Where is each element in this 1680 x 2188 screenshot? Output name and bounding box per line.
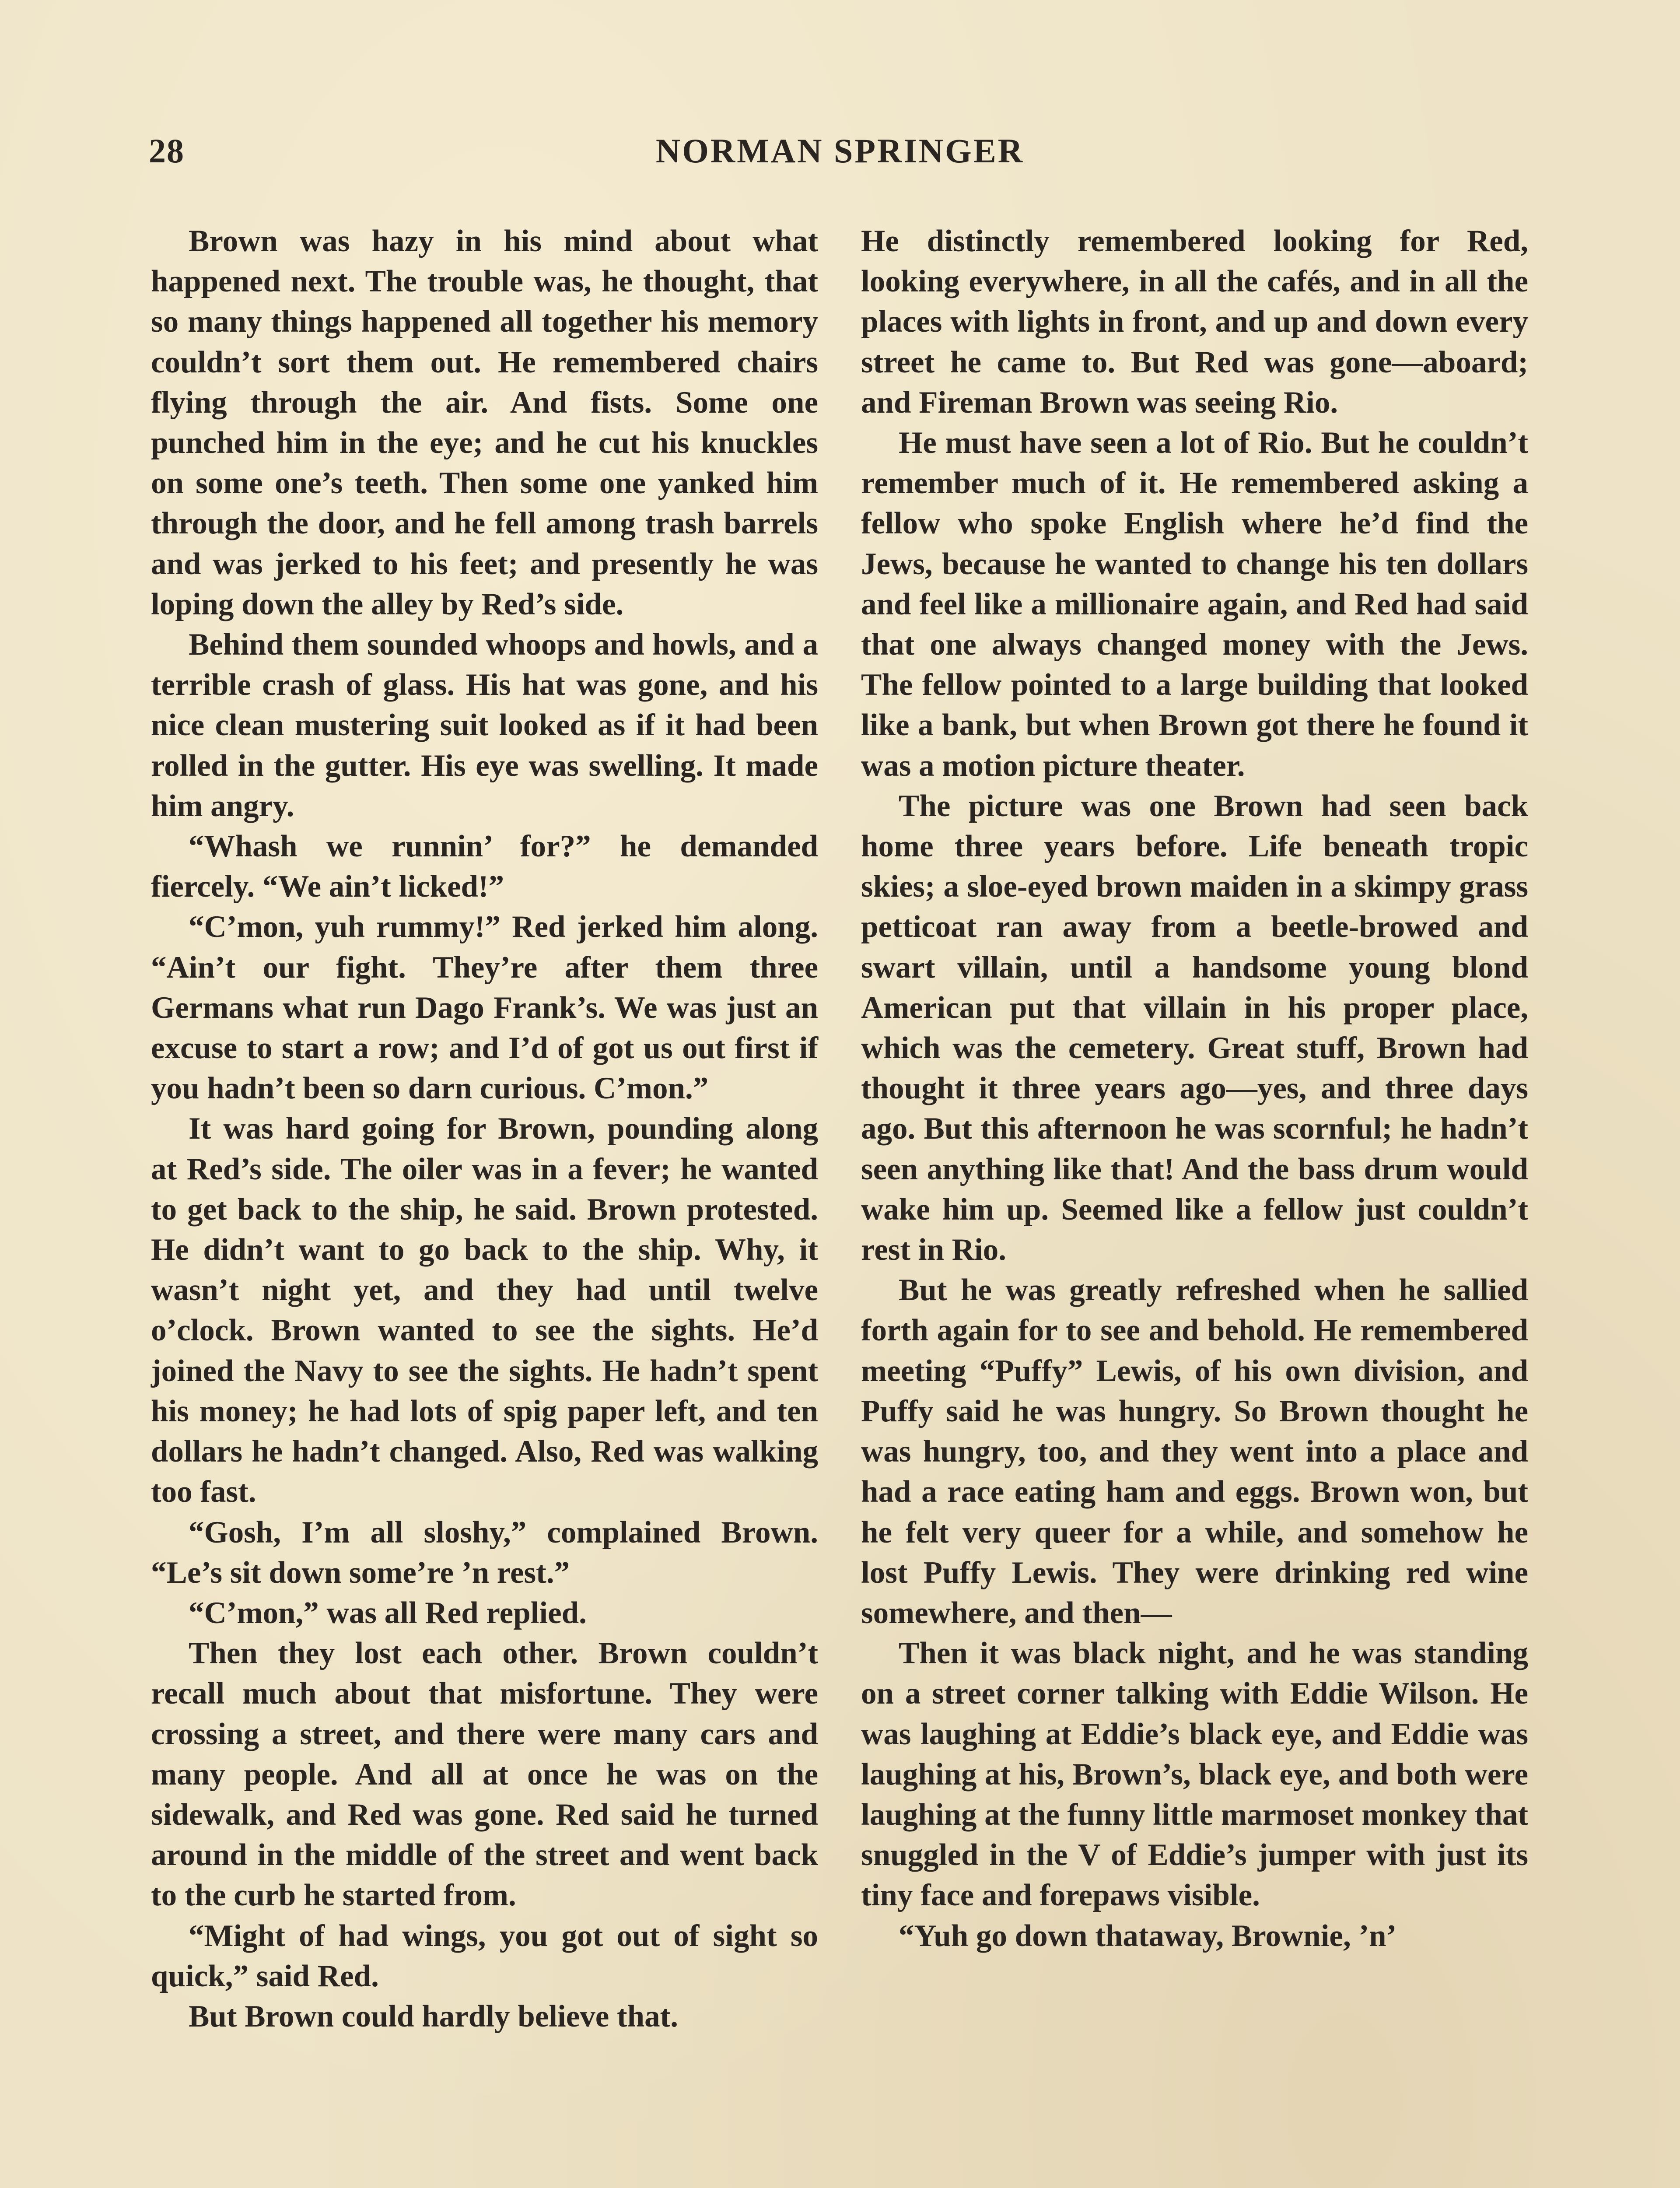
page-header bbox=[149, 131, 1531, 179]
paragraph: “C’mon,” was all Red replied. bbox=[189, 1595, 587, 1630]
paragraph: “Yuh go down thataway, Brownie, ’n’ bbox=[899, 1918, 1397, 1953]
running-head-author: NORMAN SPRINGER bbox=[655, 132, 1025, 170]
paragraph: But he was greatly refreshed when he sallied forth again for to see and behold. He remembered meeting “Puffy” Lewis, of his own division, and Puffy said he was hungry. So Brown thought he was hungry, too, and they went into a place and had a race eating ham and eggs. Brown won, but he felt very queer for a while, and somehow he lost Puffy Lewis. They were drinking red wine somewhere, and then— bbox=[861, 1273, 1528, 1630]
paragraph: “Might of had wings, you got out of sight so quick,” said Red. bbox=[151, 1918, 818, 1993]
paragraph-continuation: He distinctly remembered looking for Red, looking everywhere, in all the cafés, and in all the places with lights in front, and up and down every street he came to. But Red was gone—aboard; and Fireman Brown was seeing Rio. bbox=[861, 224, 1528, 420]
page-number: 28 bbox=[149, 132, 185, 170]
paragraph: Then it was black night, and he was standing on a street corner talking with Eddie Wilson. He was laughing at Eddie’s black eye, and Eddie was laughing at his, Brown’s, black eye, and both were laughing at the funny little marmoset monkey that snuggled in the V of Eddie’s jumper with just its tiny face and forepaws visible. bbox=[861, 1636, 1528, 1913]
paragraph: He must have seen a lot of Rio. But he couldn’t remember much of it. He remembered asking a fellow who spoke English where he’d find the Jews, because he wanted to change his ten dollars and feel like a millionaire again, and Red had said that one always changed money with the Jews. The fellow pointed to a large building that looked like a bank, but when Brown got there he found it was a motion picture theater. bbox=[861, 426, 1528, 783]
paragraph: Behind them sounded whoops and howls, and a terrible crash of glass. His hat was gone, and his nice clean mustering suit looked as if it had been rolled in the gutter. His eye was swelling. It made him angry. bbox=[151, 628, 818, 823]
right-text-column bbox=[861, 221, 1528, 1956]
paragraph: The picture was one Brown had seen back home three years before. Life beneath tropic skies; a sloe-eyed brown maiden in a skimpy grass petticoat ran away from a beetle-browed and swart villain, until a handsome young blond American put that villain in his proper place, which was the cemetery. Great stuff, Brown had thought it three years ago—yes, and three days ago. But this afternoon he was scornful; he hadn’t seen anything like that! And the bass drum would wake him up. Seemed like a fellow just couldn’t rest in Rio. bbox=[861, 789, 1528, 1267]
paragraph: But Brown could hardly believe that. bbox=[189, 1999, 679, 2034]
paragraph: Brown was hazy in his mind about what happened next. The trouble was, he thought, that so many things happened all together his memory couldn’t sort them out. He remembered chairs flying through the air. And fists. Some one punched him in the eye; and he cut his knuckles on some one’s teeth. Then some one yanked him through the door, and he fell among trash barrels and was jerked to his feet; and presently he was loping down the alley by Red’s side. bbox=[151, 224, 818, 621]
left-text-column bbox=[151, 221, 818, 2037]
paragraph: Then they lost each other. Brown couldn’t recall much about that misfortune. They were crossing a street, and there were many cars and many people. And all at once he was on the sidewalk, and Red was gone. Red said he turned around in the middle of the street and went back to the curb he started from. bbox=[151, 1636, 818, 1913]
paragraph: “C’mon, yuh rummy!” Red jerked him along. “Ain’t our fight. They’re after them three Germans what run Dago Frank’s. We was just an excuse to start a row; and I’d of got us out first if you hadn’t been so darn curious. C’mon.” bbox=[151, 910, 818, 1106]
paragraph: “Whash we runnin’ for?” he demanded fiercely. “We ain’t licked!” bbox=[151, 829, 818, 904]
paragraph: It was hard going for Brown, pounding along at Red’s side. The oiler was in a fever; he wanted to get back to the ship, he said. Brown protested. He didn’t want to go back to the ship. Why, it wasn’t night yet, and they had until twelve o’clock. Brown wanted to see the sights. He’d joined the Navy to see the sights. He hadn’t spent his money; he had lots of spig paper left, and ten dollars he hadn’t changed. Also, Red was walking too fast. bbox=[151, 1112, 818, 1509]
paragraph: “Gosh, I’m all sloshy,” complained Brown. “Le’s sit down some’re ’n rest.” bbox=[151, 1515, 818, 1590]
